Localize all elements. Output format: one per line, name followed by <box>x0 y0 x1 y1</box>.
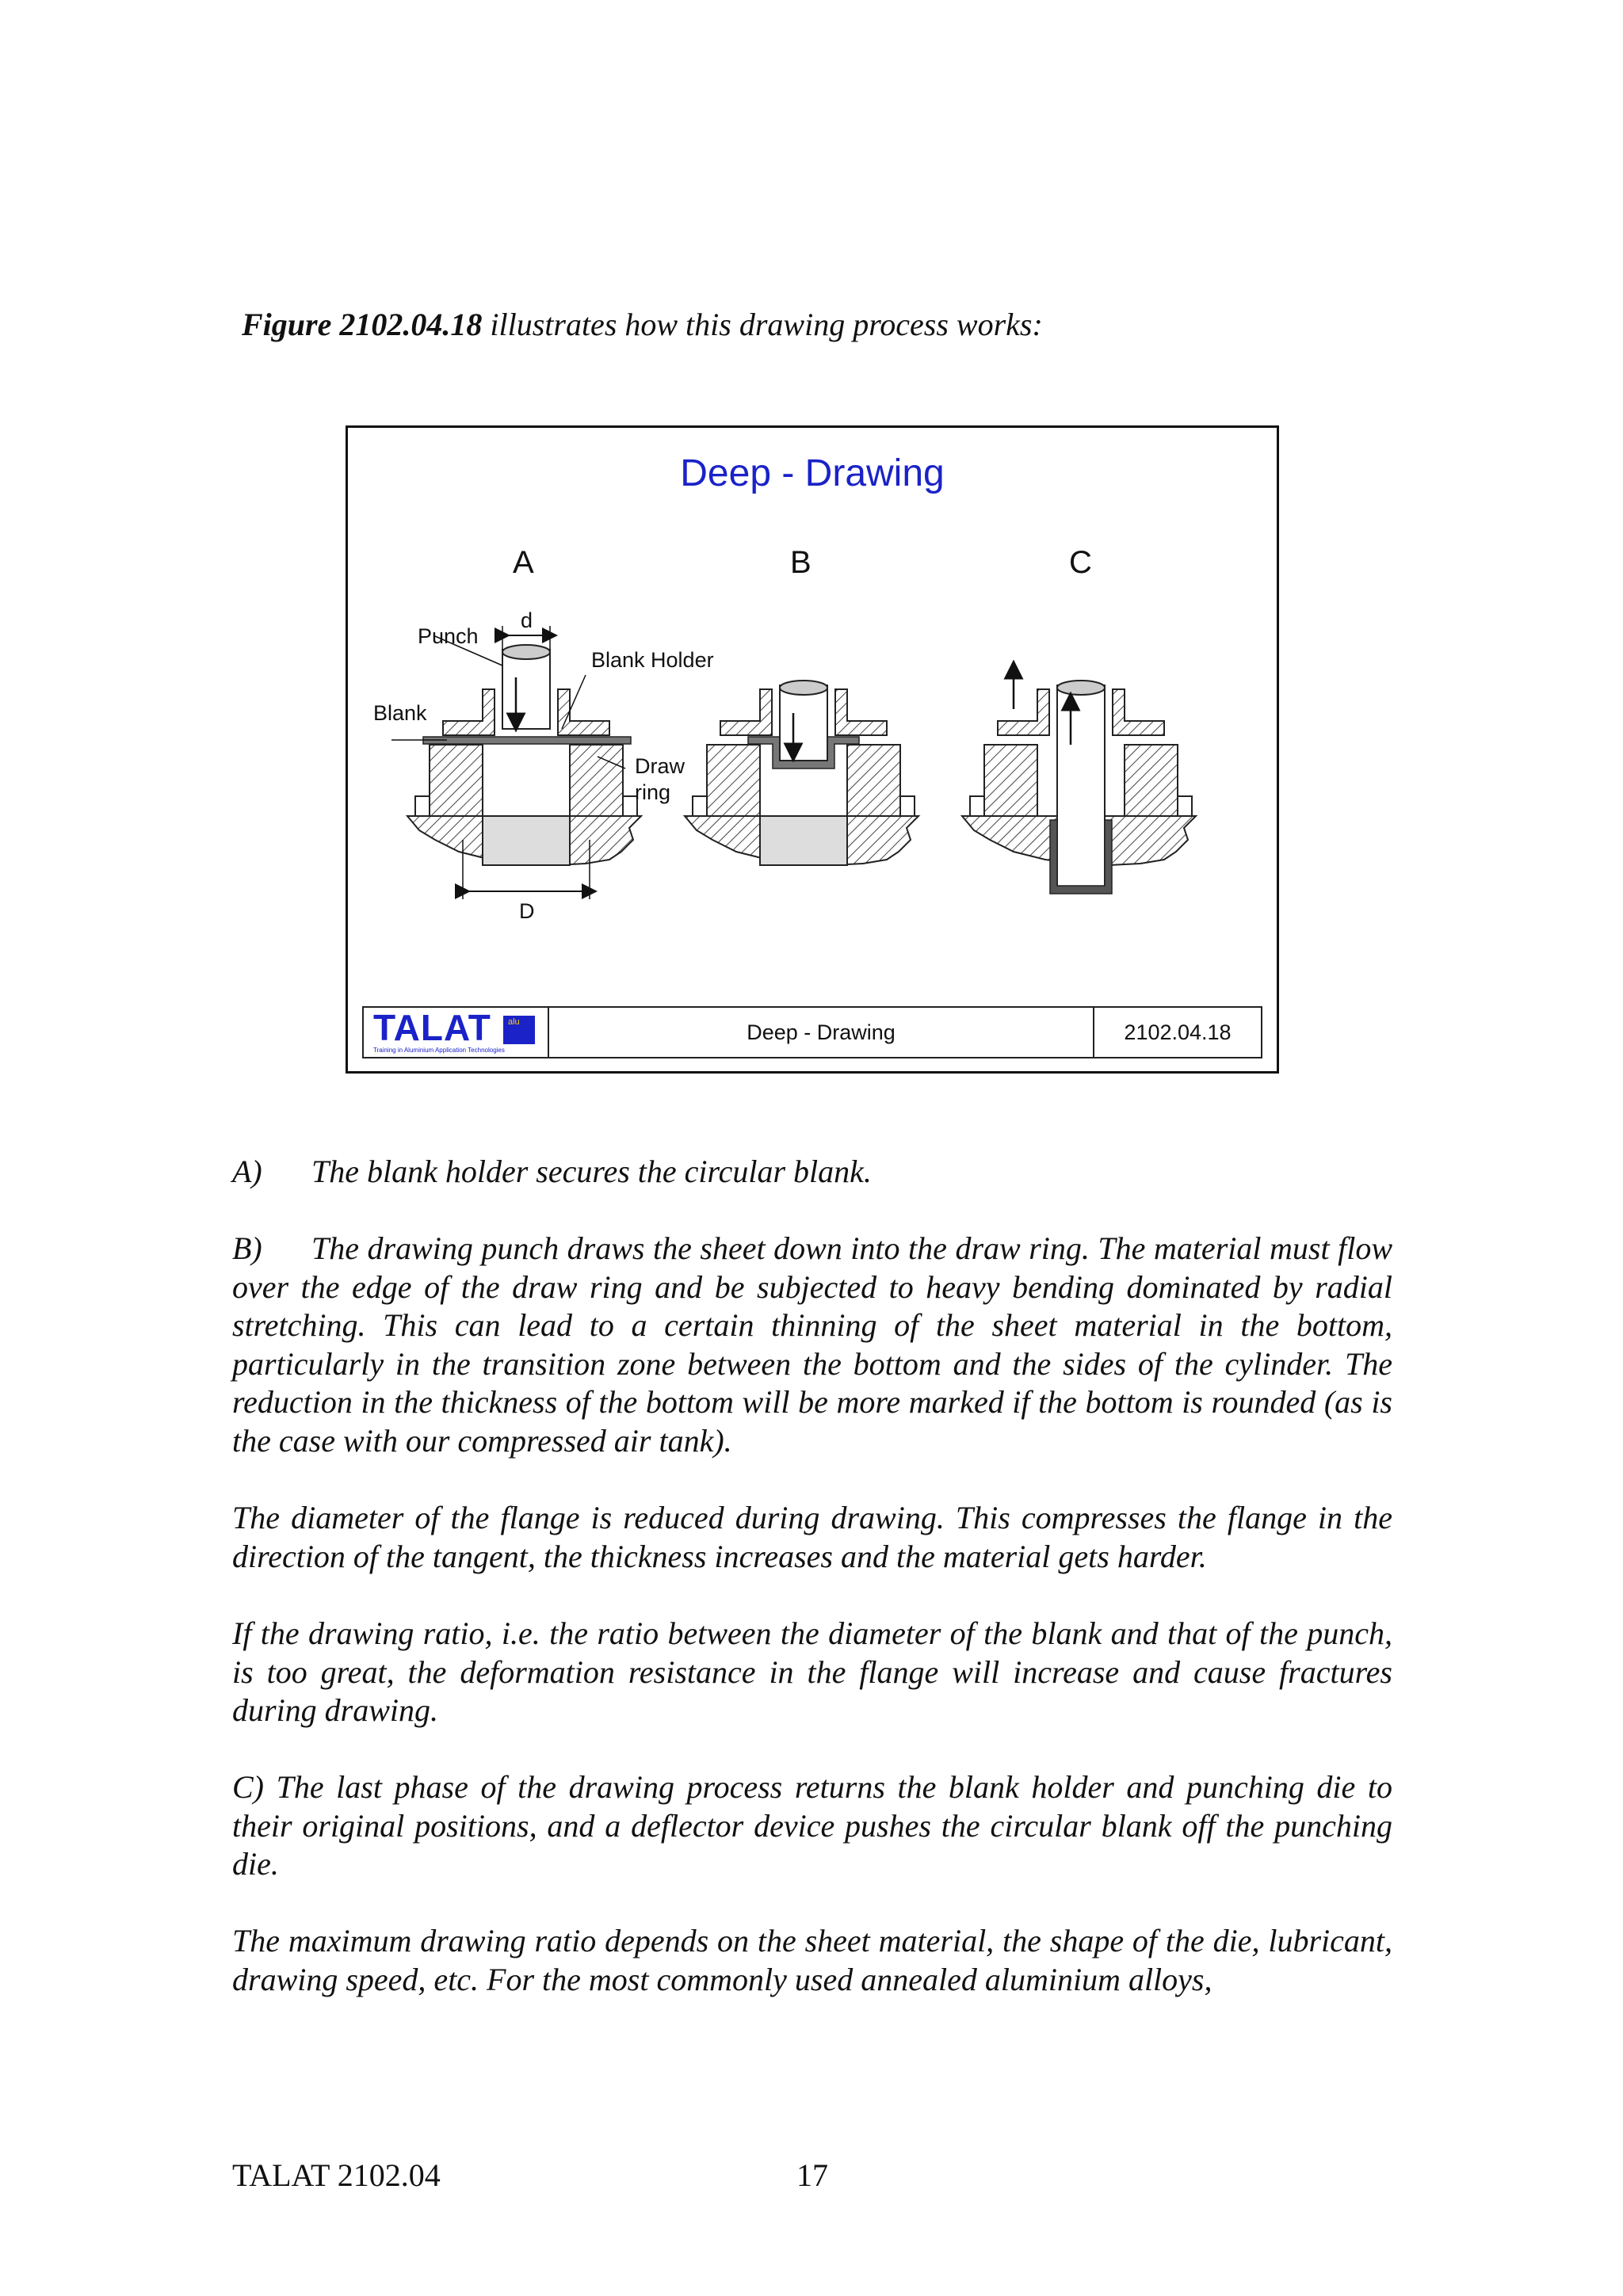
paragraph-c: C) The last phase of the drawing process returns the blank holder and punching die to their original positions, and a deflector device pushes the circular blank off the punching die. <box>232 1769 1392 1882</box>
stage-label-a: A <box>513 545 534 580</box>
intro-text: illustrates how this drawing process works: <box>482 307 1043 342</box>
logo-text: TALAT <box>373 1007 491 1048</box>
label-draw: Draw <box>635 754 685 778</box>
stage-c-ring-step-left <box>970 796 984 816</box>
paragraph-b-text: The drawing punch draws the sheet down into the draw ring. The material must flow over the edge of the draw ring and be subjected to heavy bending dominated by radial stretching. This can lead to a certain thinning of the sheet material in the bottom, particularly in the transition zone between the bottom and the sides of the cylinder. The reduction in the thickness of the bottom will be more marked if the bottom is rounded (as is the case with our compressed air tank). <box>232 1230 1392 1459</box>
stage-c-drawing <box>962 669 1196 894</box>
figure-footer-title: Deep - Drawing <box>747 1020 896 1044</box>
stage-c-ring-left <box>984 745 1037 816</box>
logo-badge: alu <box>508 1017 520 1027</box>
label-punch: Punch <box>418 624 479 648</box>
stage-b-punch <box>780 685 827 761</box>
stage-b-holder-left <box>720 689 772 735</box>
paragraph-a <box>232 1153 1392 1192</box>
deep-drawing-figure <box>346 425 1279 1074</box>
stage-c-ring-step-right <box>1178 796 1192 816</box>
stage-b-punch-top <box>780 681 827 695</box>
paragraph-a-text: The blank holder secures the circular blank. <box>311 1154 872 1189</box>
stage-c-punch-top <box>1057 681 1105 695</box>
stage-a-base-hole <box>483 816 570 865</box>
stage-a-ring-left <box>430 745 483 816</box>
stage-a-ring-right <box>570 745 623 816</box>
label-D: D <box>519 899 535 923</box>
figure-footer-code: 2102.04.18 <box>1093 1008 1261 1057</box>
paragraph-drawing-ratio: If the drawing ratio, i.e. the ratio between the diameter of the blank and that of the punch, is too great, the deformation resistance in the flange will increase and cause fractures during drawing. <box>232 1615 1392 1728</box>
paragraph-max-ratio: The maximum drawing ratio depends on the sheet material, the shape of the die, lubricant, drawing speed, etc. For the most commonly used annealed aluminium alloys, <box>232 1923 1392 1997</box>
stage-label-b: B <box>790 545 812 580</box>
stage-b-holder-right <box>835 689 887 735</box>
footer-page-number: 17 <box>796 2157 828 2193</box>
figure-title: Deep - Drawing <box>680 452 945 494</box>
figure-footer <box>362 1006 1262 1058</box>
stage-a-ring-step-left <box>415 796 430 816</box>
stage-a-holder-left <box>443 689 495 735</box>
stage-a-holder-right <box>558 689 609 735</box>
label-ring: ring <box>635 780 671 804</box>
stage-c-holder-left <box>998 689 1049 735</box>
eu-flag-icon <box>503 1016 535 1044</box>
paragraph-flange: The diameter of the flange is reduced during drawing. This compresses the flange in the direction of the tangent, the thickness increases and the material gets harder. <box>232 1500 1392 1574</box>
logo-subtitle: Training in Aluminium Application Technologies <box>373 1047 505 1054</box>
stage-label-c: C <box>1069 545 1092 580</box>
label-blank: Blank <box>373 701 427 725</box>
stage-c-holder-right <box>1113 689 1164 735</box>
stage-b-ring-right <box>847 745 900 816</box>
figure-reference: Figure 2102.04.18 <box>242 307 483 342</box>
stage-b-ring-step-right <box>900 796 915 816</box>
stage-a-blank <box>423 737 631 744</box>
paragraph-b-label: B) <box>232 1230 262 1266</box>
stage-c-punch <box>1057 685 1105 891</box>
footer-document-id: TALAT 2102.04 <box>232 2157 441 2193</box>
stage-b-ring-step-left <box>693 796 707 816</box>
stage-a-punch-top <box>502 645 550 659</box>
stage-b-drawing <box>685 681 918 865</box>
stage-b-ring-left <box>707 745 760 816</box>
talat-logo <box>364 1008 549 1057</box>
stage-c-ring-right <box>1125 745 1178 816</box>
paragraph-a-label: A) <box>232 1154 262 1189</box>
stage-a-punch <box>502 650 550 729</box>
deep-drawing-diagram <box>348 428 1277 1071</box>
paragraph-b <box>232 1230 1392 1460</box>
label-blank-holder: Blank Holder <box>591 648 714 672</box>
intro-sentence <box>242 306 1043 343</box>
stage-b-base-hole <box>760 816 847 865</box>
label-d: d <box>521 608 533 632</box>
